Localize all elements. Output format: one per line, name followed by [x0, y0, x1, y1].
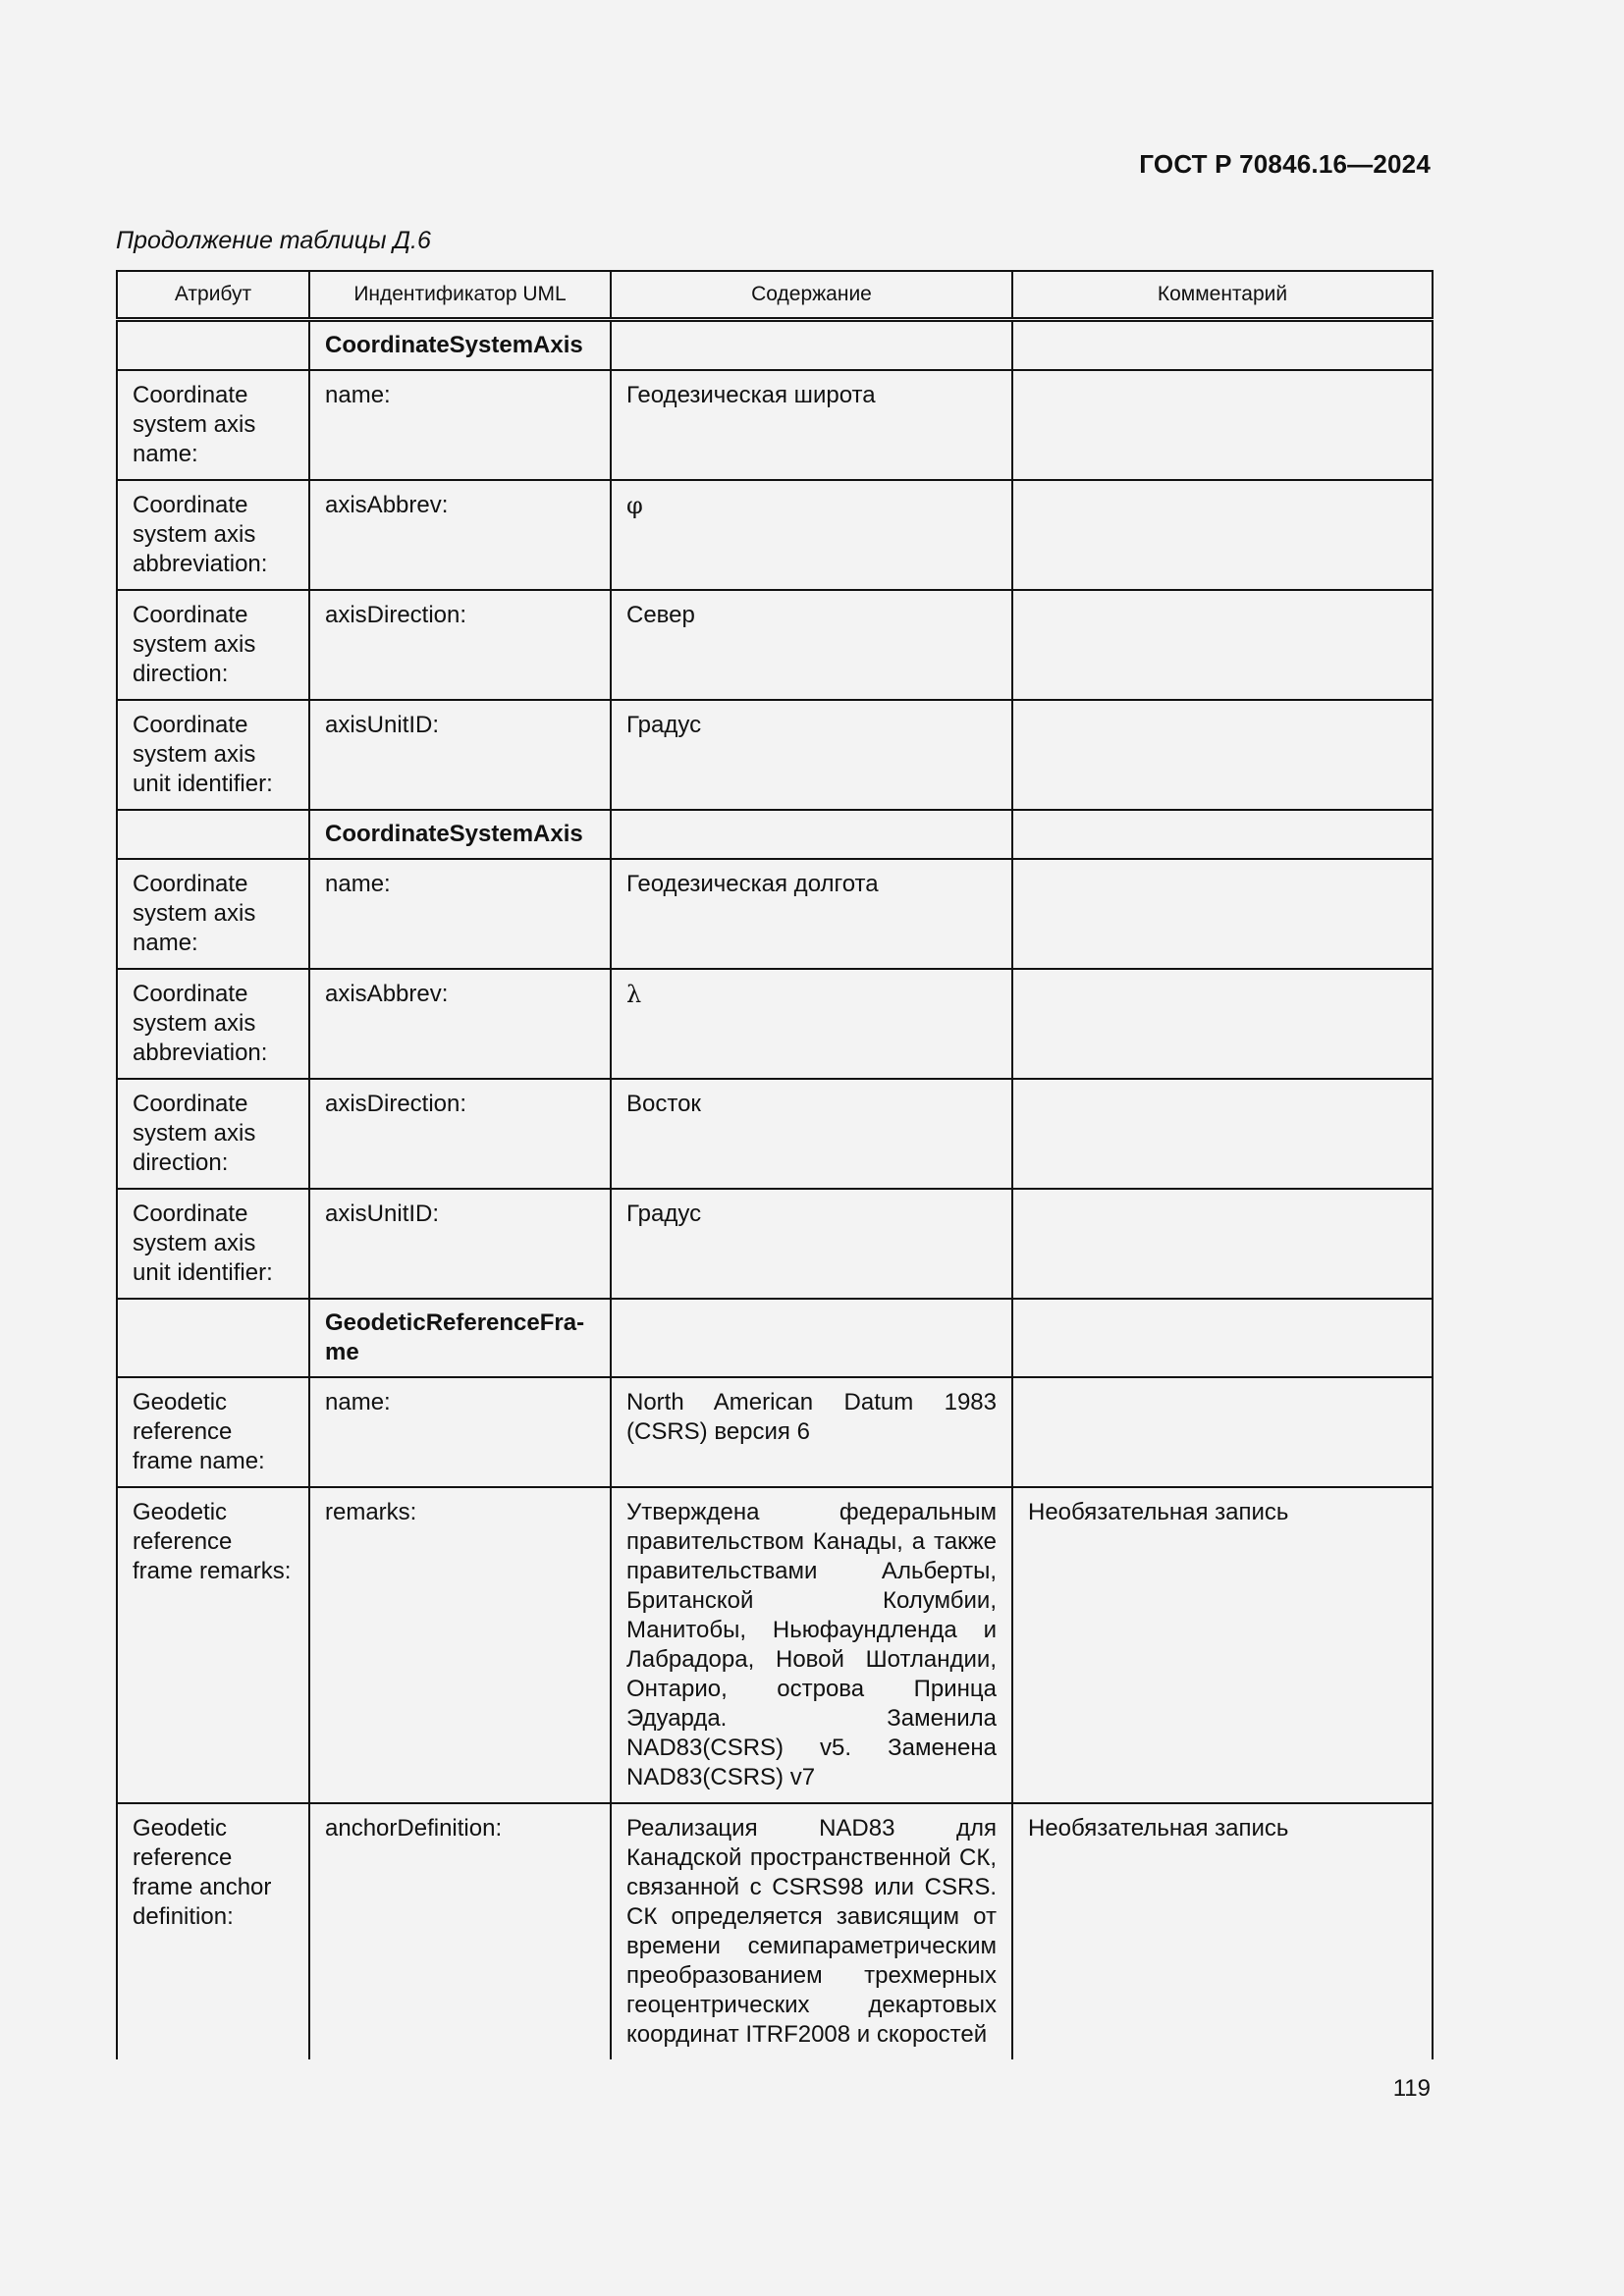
cell-attribute: Geodetic reference frame name: [117, 1377, 309, 1487]
cell-comment [1012, 810, 1433, 859]
cell-comment [1012, 590, 1433, 700]
cell-comment [1012, 859, 1433, 969]
table-group-row [117, 1299, 1433, 1377]
cell-attribute: Coordinate system axis direction: [117, 590, 309, 700]
table-row [117, 969, 1433, 1079]
cell-comment: Необязательная запись [1012, 1487, 1433, 1803]
table-header-row [117, 271, 1433, 320]
page-number: 119 [1392, 2075, 1431, 2102]
cell-uml: name: [309, 370, 611, 480]
cell-content: Реализация NAD83 для Канадской пространственной СК, связанной с CSRS98 или CSRS. СК определяется зависящим от времени семипараметрическим преобразованием трехмерных геоцентрических декартовых координат ITRF2008 и скоростей [611, 1803, 1012, 2059]
table-row [117, 370, 1433, 480]
cell-content [611, 320, 1012, 371]
cell-attribute: Coordinate system axis direction: [117, 1079, 309, 1189]
cell-uml: axisAbbrev: [309, 480, 611, 590]
cell-attribute: Geodetic reference frame anchor definition: [117, 1803, 309, 2059]
cell-comment [1012, 1299, 1433, 1377]
table-row [117, 1377, 1433, 1487]
cell-content: φ [611, 480, 1012, 590]
table-row [117, 1079, 1433, 1189]
table-row [117, 480, 1433, 590]
cell-content [611, 1299, 1012, 1377]
table-caption: Продолжение таблицы Д.6 [116, 227, 431, 254]
cell-attribute: Coordinate system axis name: [117, 859, 309, 969]
cell-attribute: Geodetic reference frame remarks: [117, 1487, 309, 1803]
cell-uml: GeodeticReferenceFra-me [309, 1299, 611, 1377]
cell-uml: anchorDefinition: [309, 1803, 611, 2059]
cell-attribute: Coordinate system axis unit identifier: [117, 700, 309, 810]
cell-attribute: Coordinate system axis name: [117, 370, 309, 480]
table-group-row [117, 320, 1433, 371]
cell-content: Градус [611, 700, 1012, 810]
cell-uml: axisDirection: [309, 1079, 611, 1189]
table-row [117, 1189, 1433, 1299]
cell-content: Утверждена федеральным правительством Канады, а также правительствами Альберты, Британской Колумбии, Манитобы, Ньюфаундленда и Лабрадора, Новой Шотландии, Онтарио, острова Принца Эдуарда. Заменила NAD83(CSRS) v5. Заменена NAD83(CSRS) v7 [611, 1487, 1012, 1803]
cell-comment [1012, 969, 1433, 1079]
cell-uml: axisDirection: [309, 590, 611, 700]
cell-attribute [117, 1299, 309, 1377]
table-row [117, 859, 1433, 969]
cell-content: North American Datum 1983 (CSRS) версия 6 [611, 1377, 1012, 1487]
cell-comment [1012, 320, 1433, 371]
cell-comment [1012, 700, 1433, 810]
cell-comment [1012, 370, 1433, 480]
cell-content: Геодезическая широта [611, 370, 1012, 480]
cell-uml: remarks: [309, 1487, 611, 1803]
cell-attribute: Coordinate system axis abbreviation: [117, 969, 309, 1079]
table-group-row [117, 810, 1433, 859]
cell-content: Север [611, 590, 1012, 700]
cell-uml: axisAbbrev: [309, 969, 611, 1079]
cell-comment: Необязательная запись [1012, 1803, 1433, 2059]
cell-uml: axisUnitID: [309, 1189, 611, 1299]
cell-uml: name: [309, 859, 611, 969]
table-row [117, 590, 1433, 700]
cell-content: Геодезическая долгота [611, 859, 1012, 969]
table-row [117, 700, 1433, 810]
cell-comment [1012, 1079, 1433, 1189]
cell-content: λ [611, 969, 1012, 1079]
cell-comment [1012, 1189, 1433, 1299]
attribute-table [116, 270, 1434, 2059]
column-header-comment: Комментарий [1012, 271, 1433, 320]
cell-content: Восток [611, 1079, 1012, 1189]
document-id: ГОСТ Р 70846.16—2024 [1139, 149, 1431, 179]
cell-uml: axisUnitID: [309, 700, 611, 810]
table-row [117, 1803, 1433, 2059]
cell-comment [1012, 1377, 1433, 1487]
column-header-attribute: Атрибут [117, 271, 309, 320]
cell-uml: CoordinateSystemAxis [309, 810, 611, 859]
cell-attribute [117, 320, 309, 371]
column-header-uml: Индентификатор UML [309, 271, 611, 320]
cell-content: Градус [611, 1189, 1012, 1299]
cell-uml: name: [309, 1377, 611, 1487]
cell-attribute [117, 810, 309, 859]
column-header-content: Содержание [611, 271, 1012, 320]
cell-attribute: Coordinate system axis abbreviation: [117, 480, 309, 590]
cell-uml: CoordinateSystemAxis [309, 320, 611, 371]
table-row [117, 1487, 1433, 1803]
cell-content [611, 810, 1012, 859]
cell-comment [1012, 480, 1433, 590]
cell-attribute: Coordinate system axis unit identifier: [117, 1189, 309, 1299]
